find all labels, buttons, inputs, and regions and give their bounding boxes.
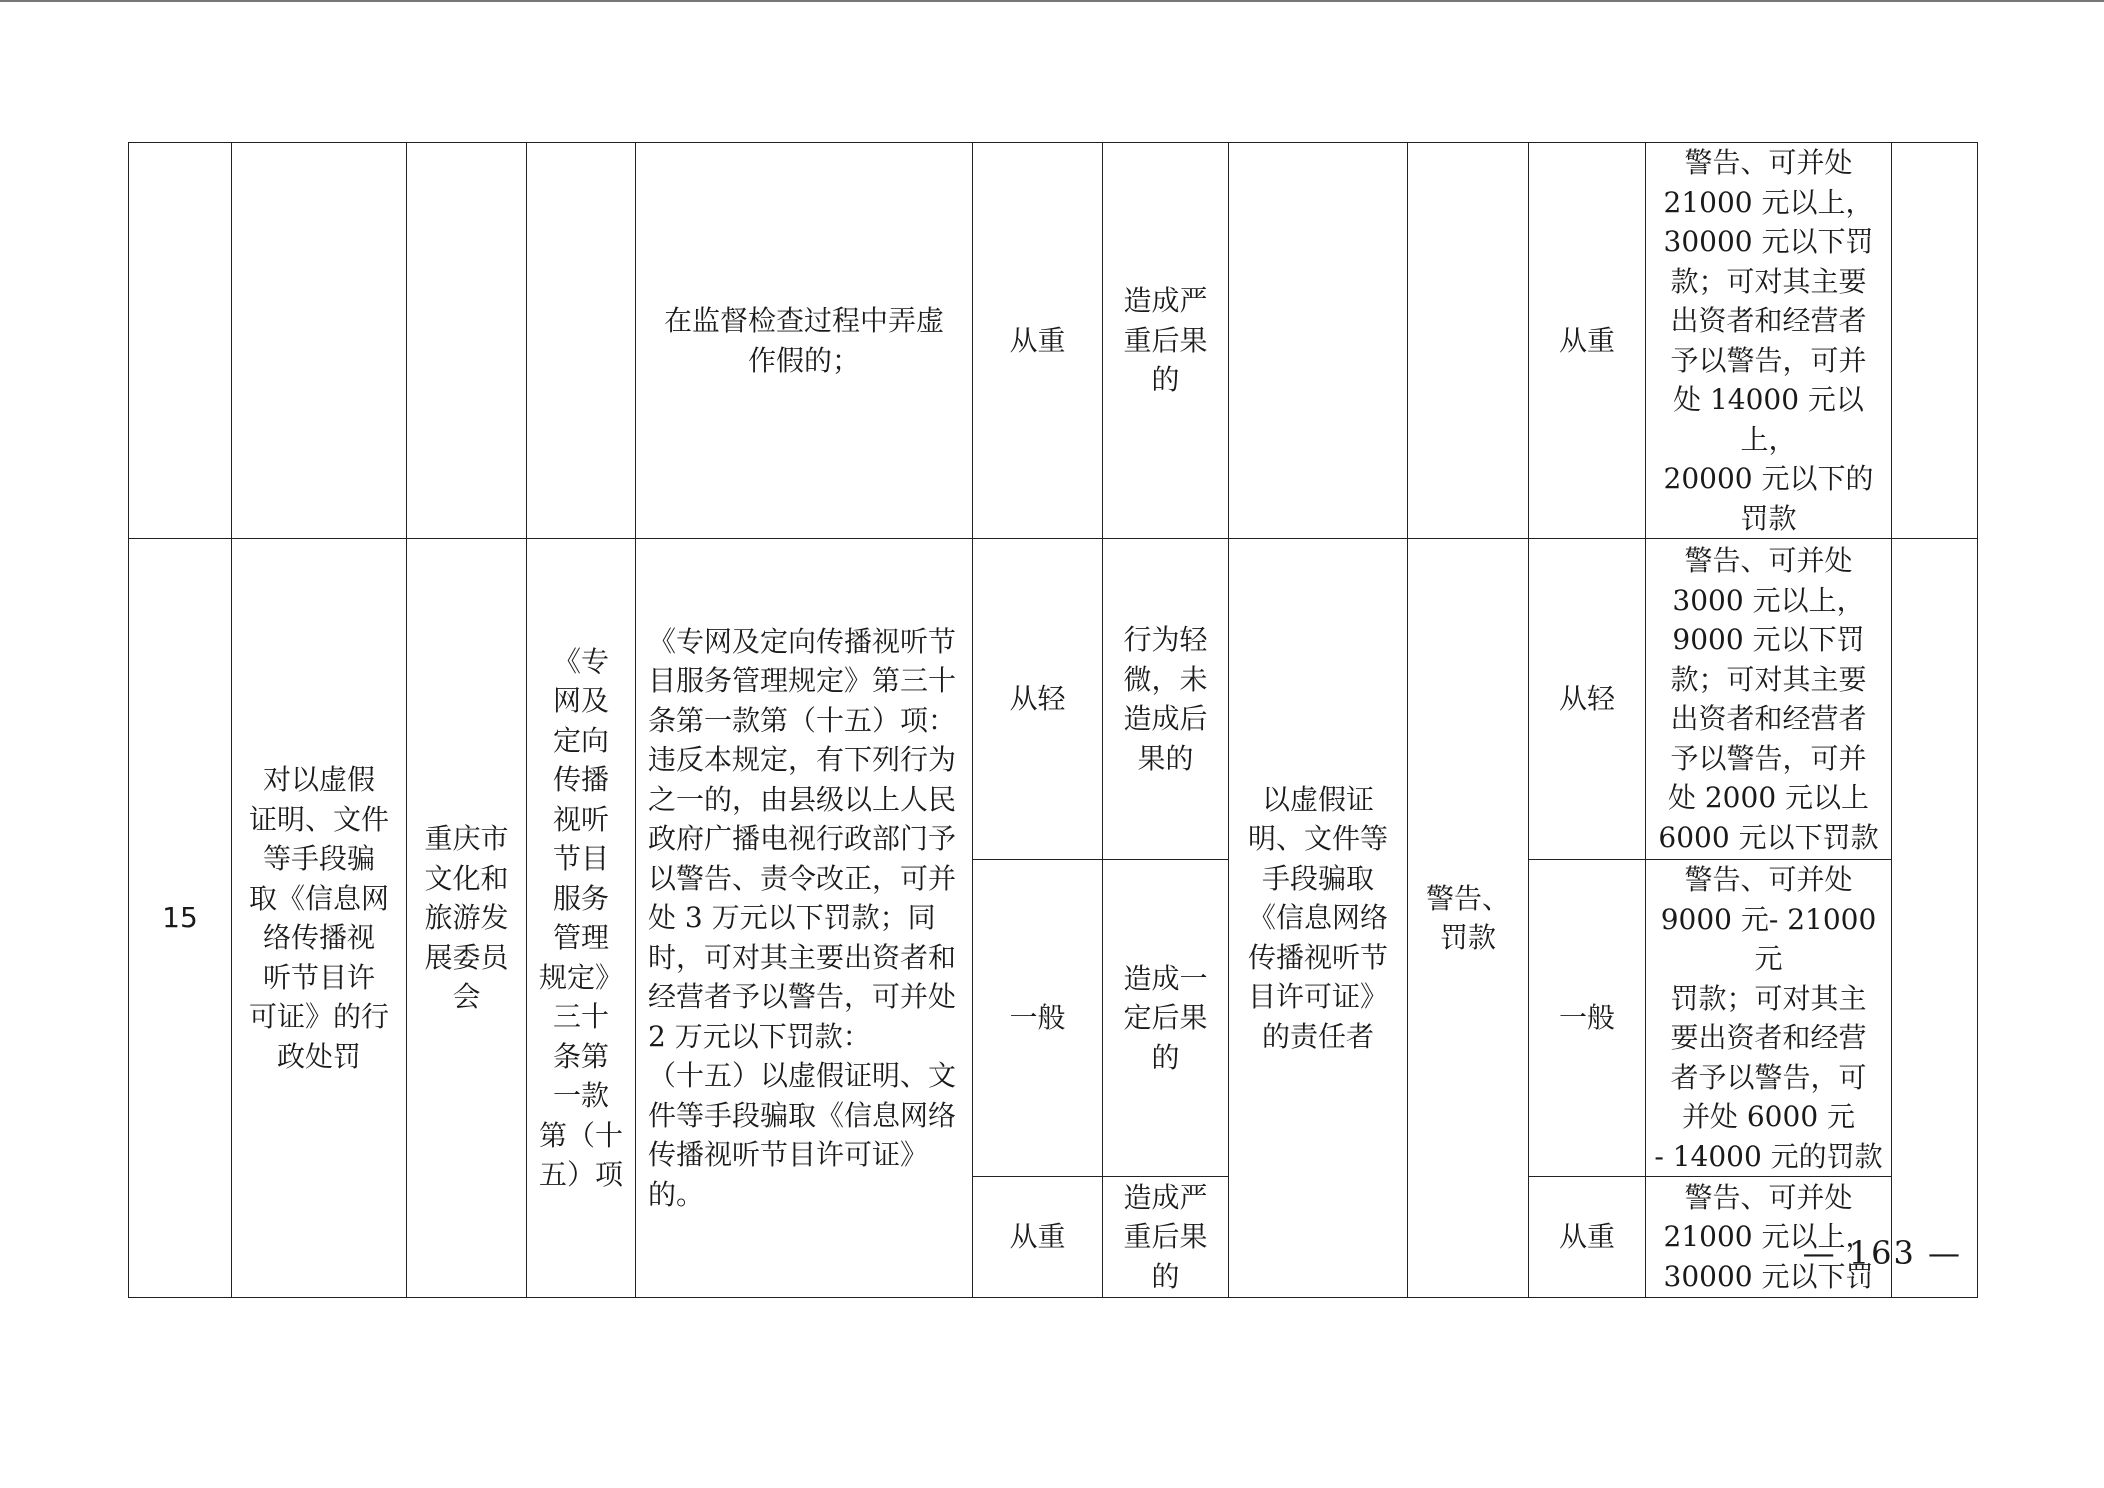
cell-remark-empty [1892, 539, 1978, 1298]
level-text: 从重 [1009, 323, 1066, 357]
tier3-standard-level: 从重 [1558, 1220, 1615, 1254]
cell-condition [636, 143, 973, 539]
cell-tier1-standard-level [1529, 539, 1646, 860]
cell-authority-empty [407, 143, 527, 539]
item-number: 15 [162, 901, 198, 935]
top-rule [0, 0, 2104, 2]
cell-tier3-standard-level [1529, 1177, 1646, 1298]
tier2-standard-text: 警告、可并处 9000 元- 21000 元 罚款；可对其主 要出资者和经营 者予以警告，可 并处 6000 元 - 14000 元的罚款 [1654, 863, 1883, 1173]
cell-tier3-level [973, 1177, 1103, 1298]
circumstance-text: 造成严 重后果 的 [1123, 284, 1208, 397]
legal-basis-text: 《专网及定向传播视听节目服务管理规定》第三十条第一款第（十五）项：违反本规定，有下列行为之一的，由县级以上人民政府广播电视行政部门予以警告、责令改正，可并处 3 万元以下罚款；同时，可对其主要出资者和经营者予以警告，可并处 2 万元以下罚款： （十五）以虚假证明、文件等手段骗取《信息网络传播视听节目许可证》的。 [648, 624, 957, 1211]
standard-level-text: 从重 [1558, 323, 1615, 357]
cell-tier2-standard-text [1646, 860, 1892, 1177]
tier1-level: 从轻 [1009, 682, 1066, 716]
table-row-previous [129, 143, 1978, 539]
legal-source: 《专 网及 定向 传播 视听 节目 服务 管理 规定》 三十 条第 一款 第（十 五）项 [538, 644, 623, 1191]
tier2-circumstance: 造成一 定后果 的 [1123, 961, 1208, 1074]
cell-tier1-level [973, 539, 1103, 860]
cell-tier2-circumstance [1103, 860, 1229, 1177]
table-row-15-tier-1 [129, 539, 1978, 860]
tier2-standard-level: 一般 [1558, 1001, 1615, 1035]
subject-text: 以虚假证 明、文件等 手段骗取 《信息网络 传播视听节 目许可证》 的责任者 [1247, 782, 1388, 1053]
tier1-standard-level: 从轻 [1558, 682, 1615, 716]
page-number: — 163 — [1802, 1234, 1962, 1272]
tier2-level: 一般 [1009, 1001, 1066, 1035]
penalty-table [128, 142, 1978, 1298]
tier1-standard-text: 警告、可并处 3000 元以上， 9000 元以下罚 款；可对其主要 出资者和经营者 予以警告，可并 处 2000 元以上 6000 元以下罚款 [1658, 544, 1879, 854]
cell-source-empty [527, 143, 636, 539]
cell-number-empty [129, 143, 232, 539]
item-name: 对以虚假 证明、文件 等手段骗 取《信息网 络传播视 听节目许 可证》的行 政处罚 [248, 763, 389, 1073]
cell-number [129, 539, 232, 1298]
cell-authority [407, 539, 527, 1298]
cell-tier1-standard-text [1646, 539, 1892, 860]
tier3-level: 从重 [1009, 1220, 1066, 1254]
tier1-circumstance: 行为轻 微，未 造成后 果的 [1123, 623, 1208, 775]
cell-subject-empty [1229, 143, 1408, 539]
cell-tier2-standard-level [1529, 860, 1646, 1177]
cell-tier1-circumstance [1103, 539, 1229, 860]
cell-circumstance [1103, 143, 1229, 539]
cell-penalty-type [1408, 539, 1529, 1298]
cell-subject [1229, 539, 1408, 1298]
cell-level [973, 143, 1103, 539]
cell-legal-basis [636, 539, 973, 1298]
cell-standard-text [1646, 143, 1892, 539]
cell-item-empty [232, 143, 407, 539]
cell-remark-empty [1892, 143, 1978, 539]
penalty-type: 警告、 罚款 [1425, 881, 1510, 954]
standard-text: 警告、可并处 21000 元以上， 30000 元以下罚 款；可对其主要 出资者和经营者 予以警告，可并 处 14000 元以上， 20000 元以下的 罚款 [1663, 146, 1874, 535]
condition-text: 在监督检查过程中弄虚 作假的； [663, 304, 944, 377]
cell-legal-source [527, 539, 636, 1298]
cell-item-name [232, 539, 407, 1298]
cell-type-empty [1408, 143, 1529, 539]
authority-name: 重庆市 文化和 旅游发 展委员 会 [424, 822, 509, 1014]
cell-standard-level [1529, 143, 1646, 539]
cell-tier2-level [973, 860, 1103, 1177]
tier3-standard-text: 警告、可并处 21000 元以上， 30000 元以下罚 [1663, 1180, 1874, 1293]
cell-tier3-circumstance [1103, 1177, 1229, 1298]
tier3-circumstance: 造成严 重后果 的 [1123, 1180, 1208, 1293]
